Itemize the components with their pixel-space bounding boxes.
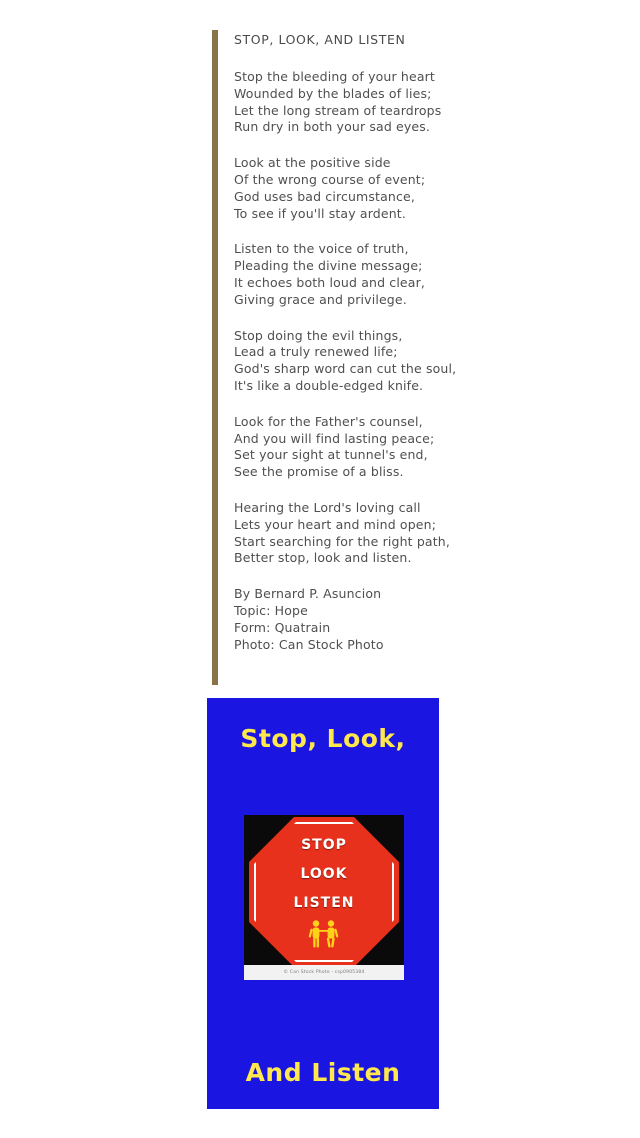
sign-watermark-caption: © Can Stock Photo - csp0905384 [244,965,404,980]
poem-form: Form: Quatrain [234,619,331,635]
poem-line: Pleading the divine message; [234,258,423,274]
poem-line: God's sharp word can cut the soul, [234,361,457,377]
poem-line: See the promise of a bliss. [234,464,404,480]
poem-stanza [234,241,534,308]
poem-line: And you will find lasting peace; [234,430,435,446]
poem-stanza [234,500,534,567]
sign-word-listen: LISTEN [293,895,355,911]
poem-line: It's like a double-edged knife. [234,377,424,393]
poem-line: Hearing the Lord's loving call [234,499,421,515]
poem-line: Giving grace and privilege. [234,291,407,307]
poem-line: Let the long stream of teardrops [234,102,442,118]
poem-line: Lets your heart and mind open; [234,516,437,532]
poem-stanza [234,69,534,136]
poem-line: Run dry in both your sad eyes. [234,119,431,135]
stop-look-listen-sign-image [244,815,404,980]
poem-line: Lead a truly renewed life; [234,344,398,360]
poem-topic: Topic: Hope [234,602,308,618]
poem-body [234,32,534,653]
poem-stanza [234,155,534,222]
poem-line: God uses bad circumstance, [234,188,415,204]
poem-left-rule [212,30,218,685]
poem-metadata [234,586,534,653]
poem-author: By Bernard P. Asuncion [234,586,382,602]
poem-line: Look at the positive side [234,155,391,171]
poem-line: Start searching for the right path, [234,533,450,549]
poem-line: It echoes both loud and clear, [234,274,425,290]
pedestrians-icon [305,919,343,949]
poem-line: Set your sight at tunnel's end, [234,447,428,463]
poem-stanza [234,414,534,481]
poem-stanza [234,328,534,395]
poem-line: Wounded by the blades of lies; [234,85,432,101]
poem-line: Better stop, look and listen. [234,550,412,566]
sign-word-look: LOOK [300,866,348,882]
poem-line: Listen to the voice of truth, [234,241,409,257]
poem-line: Look for the Father's counsel, [234,413,423,429]
sign-word-stop: STOP [301,837,347,853]
poem-line: Stop doing the evil things, [234,327,403,343]
poem-line: Stop the bleeding of your heart [234,69,435,84]
poster-title-top: Stop, Look, [240,724,406,753]
poem-photo-credit: Photo: Can Stock Photo [234,636,384,652]
poster-title-bottom: And Listen [245,1058,401,1087]
poem-line: To see if you'll stay ardent. [234,205,406,221]
poem-line: Of the wrong course of event; [234,171,426,187]
poster-panel [207,698,439,1109]
poem-title: STOP, LOOK, AND LISTEN [234,32,406,47]
